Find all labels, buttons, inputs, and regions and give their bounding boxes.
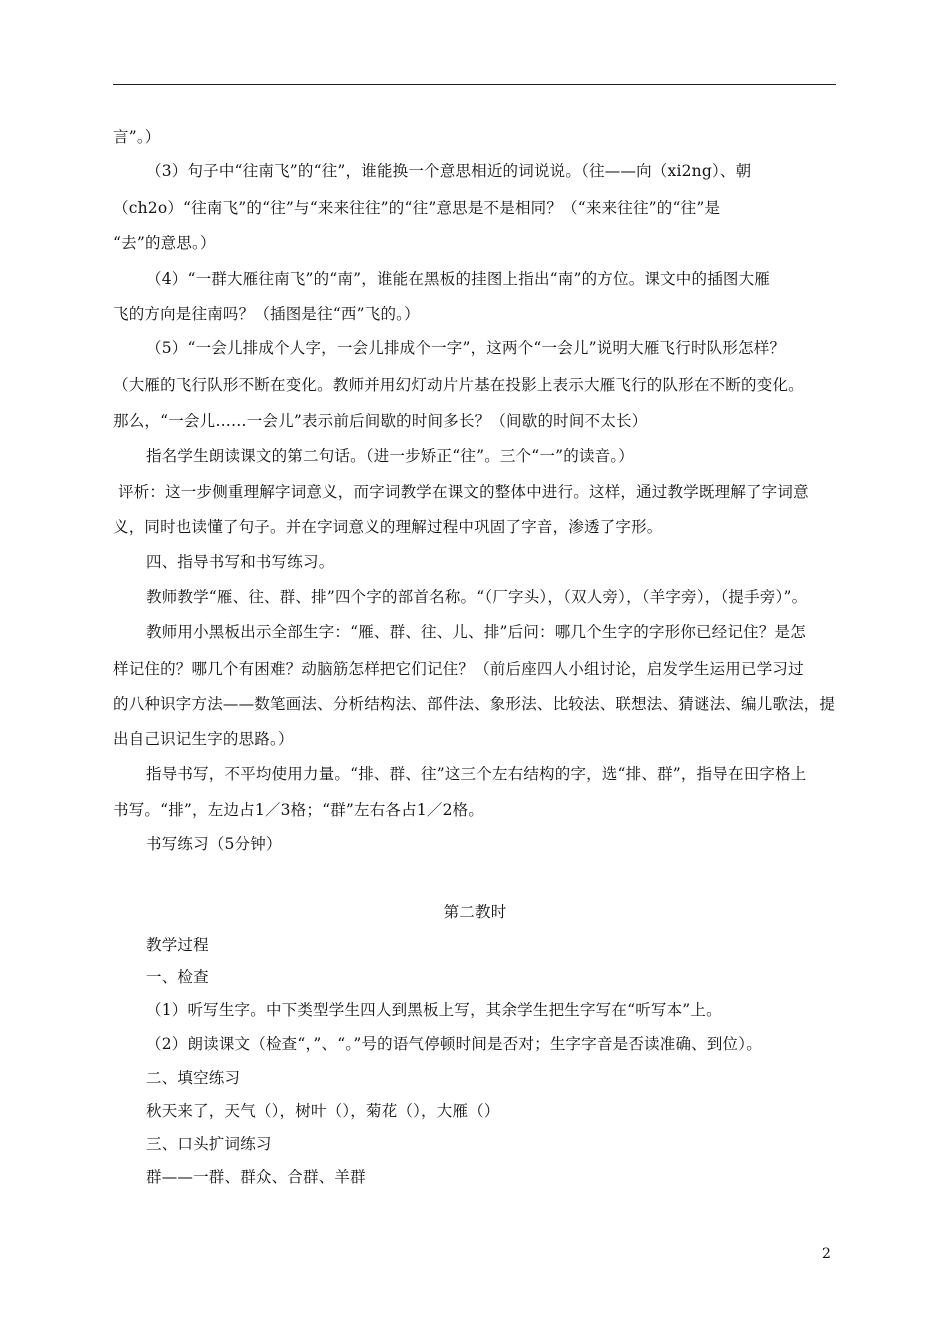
paragraph-line: 那么，“一会儿……一会儿”表示前后间歇的时间多长？（间歇的时间不太长） <box>113 412 648 430</box>
paragraph-line: 书写。“排”，左边占1／3格；“群”左右各占1／2格。 <box>113 801 485 819</box>
paragraph-line: 评析：这一步侧重理解字词意义，而字词教学在课文的整体中进行。这样，通过教学既理解了字词意 <box>118 483 809 501</box>
section-heading: 四、指导书写和书写练习。 <box>146 553 335 571</box>
section-heading: 三、口头扩词练习 <box>146 1135 272 1153</box>
paragraph-line: 秋天来了，天气（），树叶（），菊花（），大雁（） <box>146 1102 500 1120</box>
header-rule <box>113 84 836 85</box>
paragraph-line: 指名学生朗读课文的第二句话。（进一步矫正“往”。三个“一”的读音。） <box>146 447 634 465</box>
paragraph-line: （大雁的飞行队形不断在变化。教师并用幻灯动片片基在投影上表示大雁飞行的队形在不断的变化。 <box>113 376 804 394</box>
section-heading: 教学过程 <box>146 936 209 954</box>
paragraph-line: （1）听写生字。中下类型学生四人到黑板上写，其余学生把生字写在“听写本”上。 <box>146 1001 722 1019</box>
paragraph-line: （4）“一群大雁往南飞”的“南”，谁能在黑板的挂图上指出“南”的方位。课文中的插图大雁 <box>146 270 771 288</box>
paragraph-line: 义，同时也读懂了句子。并在字词意义的理解过程中巩固了字音，渗透了字形。 <box>113 518 663 536</box>
paragraph-line: 教师用小黑板出示全部生字：“雁、群、往、儿、排”后问：哪几个生字的字形你已经记住？是怎 <box>146 623 806 641</box>
section-heading: 一、检查 <box>146 968 209 986</box>
paragraph-line: 样记住的？哪几个有困难？动脑筋怎样把它们记住？（前后座四人小组讨论，启发学生运用已学习过 <box>113 660 804 678</box>
paragraph-line: 的八种识字方法——数笔画法、分析结构法、部件法、象形法、比较法、联想法、猜谜法、编儿歌法，提 <box>113 695 836 713</box>
lesson-title: 第二教时 <box>443 903 507 921</box>
paragraph-line: （ch2o）“往南飞”的“往”与“来来往往”的“往”意思是不是相同？（“来来往往”的“往”是 <box>113 199 721 217</box>
paragraph-line: 书写练习（5分钟） <box>146 835 282 853</box>
page-number: 2 <box>822 1246 831 1262</box>
paragraph-line: “去”的意思。） <box>113 234 216 252</box>
paragraph-line: 群——一群、群众、合群、羊群 <box>146 1168 366 1186</box>
paragraph-line: （2）朗读课文（检查“，”、“。”号的语气停顿时间是否对；生字字音是否读准确、到位）。 <box>146 1035 762 1053</box>
paragraph-line: 飞的方向是往南吗？（插图是往“西”飞的。） <box>113 305 420 323</box>
section-heading: 二、填空练习 <box>146 1069 241 1087</box>
paragraph-line: （5）“一会儿排成个人字，一会儿排成个一字”，这两个“一会儿”说明大雁飞行时队形怎样？ <box>146 339 786 357</box>
paragraph-line: 教师教学“雁、往、群、排”四个字的部首名称。“（厂字头），（双人旁），（羊字旁），（提手旁）”。 <box>146 588 808 606</box>
paragraph-line: （3）句子中“往南飞”的“往”，谁能换一个意思相近的词说说。（往——向（xi2ng）、朝 <box>146 162 752 180</box>
paragraph-line: 出自己识记生字的思路。） <box>113 730 294 748</box>
paragraph-line: 言”。） <box>113 128 161 146</box>
paragraph-line: 指导书写，不平均使用力量。“排、群、往”这三个左右结构的字，选“排、群”，指导在田字格上 <box>146 765 807 783</box>
